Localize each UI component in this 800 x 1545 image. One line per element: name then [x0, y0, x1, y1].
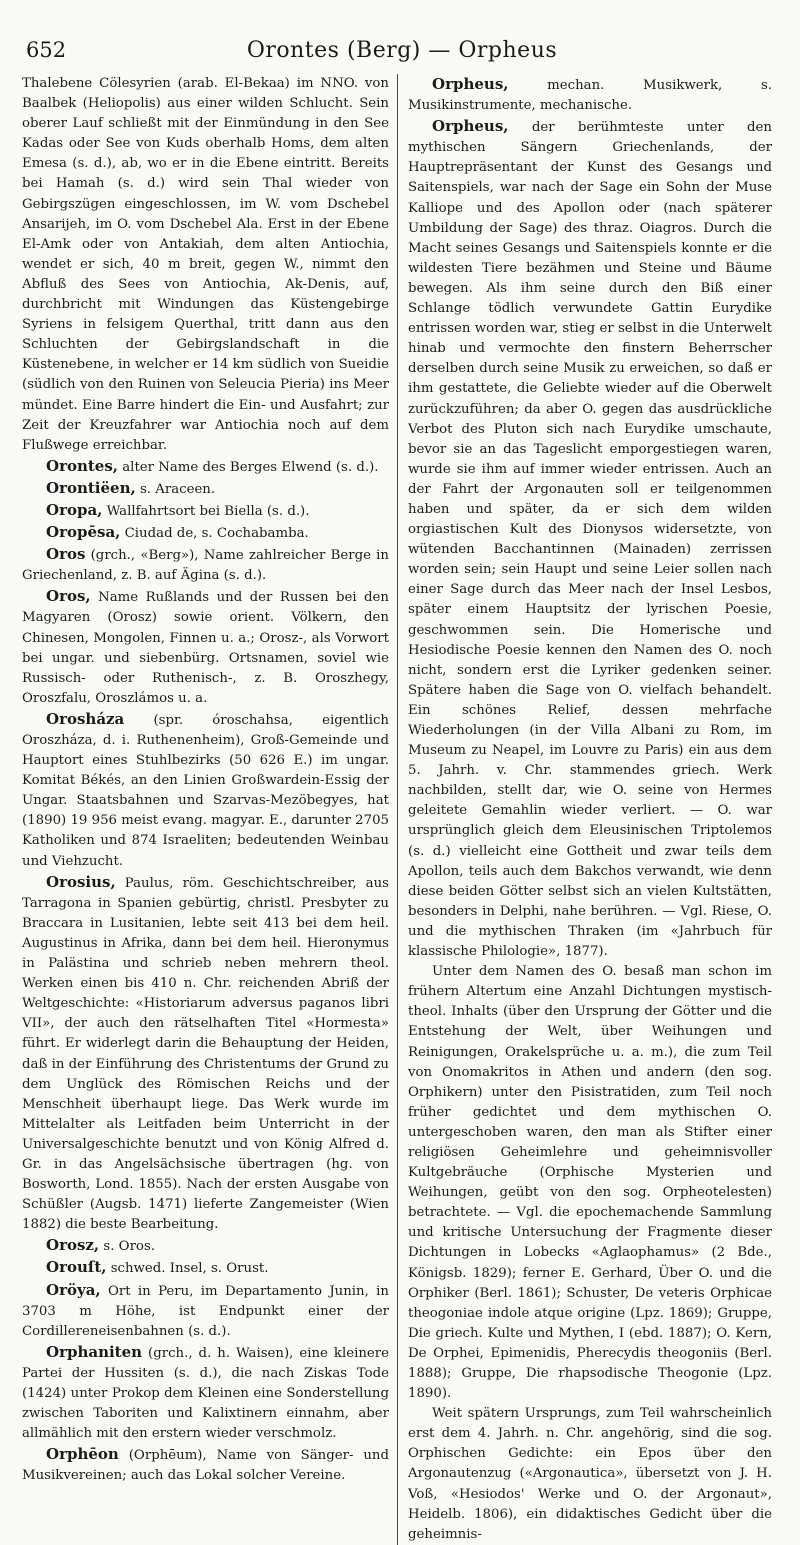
dictionary-entry	[22, 544, 389, 586]
dictionary-entry	[22, 586, 389, 709]
dictionary-entry	[408, 962, 772, 1404]
entry-headword: Oros,	[46, 587, 91, 606]
entry-text: schwed. Insel, s. Orust.	[106, 1261, 269, 1277]
entry-headword: Orphaniten	[46, 1342, 143, 1361]
entry-text: s. Oros.	[99, 1239, 155, 1255]
entry-text: (grch., d. h. Waisen), eine kleinere Partei der Hussiten (s. d.), die nach Ziskas Tode (1424) unter Prokop dem Kleinen eine Sonderstellung zwischen Taboriten und Kalixtinern einnahm, aber allmählich mit den erstern wieder verschmolz.	[22, 1345, 389, 1442]
entry-text: (Orphēum), Name von Sänger- und Musikvereinen; auch das Lokal solcher Vereine.	[22, 1448, 389, 1484]
dictionary-entry	[22, 1235, 389, 1257]
entry-headword: Orpheus,	[432, 117, 509, 136]
entry-headword: Orpheus,	[432, 75, 509, 93]
dictionary-entry	[22, 1342, 389, 1444]
entry-text: alter Name des Berges Elwend (s. d.).	[118, 459, 379, 475]
entry-text: Paulus, röm. Geschichtschreiber, aus Tarragona in Spanien gebürtig, christl. Presbyter zu Braccara in Lusitanien, lebte seit 413 bei dem heil. Augustinus in Afrika, dann bei dem heil. Hieronymus in Palästina und schrieb neben mehrern theol. Werken einen bis 410 n. Chr. reichenden Abriß der Weltgeschichte: «Historiarum adversus paganos libri VII», der auch den rätselhaften Titel «Hormesta» führt. Er widerlegt darin die Behauptung der Heiden, daß in der Einführung des Christentums der Grund zu dem Unglück des Römischen Reichs und der Menschheit überhaupt liege. Das Werk wurde im Mittelalter als Leitfaden beim Unterricht in der Universalgeschichte benutzt und von König Alfred d. Gr. in das Angelsächsische übertragen (hg. von Bosworth, Lond. 1855). Nach der ersten Ausgabe von Schüßler (Augsb. 1471) lieferte Zangemeister (Wien 1882) die beste Bearbeitung.	[22, 875, 389, 1233]
dictionary-entry	[22, 74, 389, 456]
entry-headword: Oros	[46, 545, 86, 564]
dictionary-entry	[22, 500, 389, 522]
dictionary-entry	[22, 478, 389, 500]
dictionary-entry	[22, 709, 389, 872]
entry-headword: Oröya,	[46, 1280, 101, 1299]
entry-text: s. Araceen.	[135, 481, 216, 497]
entry-headword: Orphēon	[46, 1445, 119, 1464]
entry-headword: Oropa,	[46, 500, 103, 519]
dictionary-entry	[22, 1280, 389, 1342]
entry-text: der berühmteste unter den mythischen Sängern Griechenlands, der Hauptrepräsentant der Kunst des Gesangs und Saitenspiels, war nach der Sage ein Sohn der Muse Kalliope und des Apollon oder (nach späterer Umbildung der Sage) des thraz. Oiagros. Durch die Macht seines Gesangs und Saitenspiels konnte er die wildesten Tiere bezähmen und Steine und Bäume bewegen. Als ihm seine durch den Biß einer Schlange tödlich verwundete Gattin Eurydike entrissen worden war, stieg er selbst in die Unterwelt hinab und vermochte den finstern Beherrscher derselben durch seine Musik zu erweichen, so daß er ihm gestattete, die Geliebte wieder auf die Oberwelt zurückzuführen; da aber O. gegen das ausdrückliche Verbot des Pluton sich nach Eurydike umschaute, bevor sie an das Tageslicht emporgestiegen waren, wurde sie ihm auf immer wieder entrissen. Auch an der Fahrt der Argonauten soll er teilgenommen haben und später, da er sich dem wilden orgiastischen Kult des Dionysos widersetzte, von wütenden Bacchantinnen (Mainaden) zerrissen worden sein; sein Haupt und seine Leier sollen nach einer Sage durch das Meer nach der Insel Lesbos, später einem Hauptsitz der lyrischen Poesie, geschwommen sein. Die Homerische und Hesiodische Poesie kennen den Namen des O. noch nicht, sondern erst die Lyriker gedenken seiner. Spätere haben die Sage von O. vielfach behandelt. Ein schönes Relief, dessen mehrfache Wiederholungen (in der Villa Albani zu Rom, im Museum zu Neapel, im Louvre zu Paris) ein aus dem 5. Jahrh. v. Chr. stammendes griech. Werk nachbilden, stellt dar, wie O. seine von Hermes geleitete Gemahlin wieder verliert. — O. war ursprünglich gleich dem Eleusinischen Triptolemos (s. d.) vielleicht eine Gottheit und zwar teils dem Apollon, teils auch dem Bakchos verwandt, wie denn diese beiden Götter selbst sich an vielen Kultstätten, besonders in Delphi, nahe berühren. — Vgl. Riese, O. und die mythischen Thraken (im «Jahrbuch für klassische Philologie», 1877).	[408, 120, 772, 960]
entry-headword: Orontes,	[46, 456, 119, 475]
left-column	[22, 74, 397, 1545]
right-column	[397, 74, 772, 1545]
dictionary-entry	[22, 1257, 389, 1279]
page-number: 652	[26, 38, 67, 62]
entry-headword: Orosz,	[46, 1236, 100, 1255]
entry-text: (grch., «Berg»), Name zahlreicher Berge in Griechenland, z. B. auf Ägina (s. d.).	[22, 548, 389, 584]
running-head: Orontes (Berg) — Orpheus	[246, 38, 558, 63]
entry-text: mechan. Musikwerk, s. Musikinstrumente, mechanische.	[408, 78, 772, 114]
dictionary-entry	[22, 456, 389, 478]
text-columns	[22, 74, 782, 1545]
entry-text: Ciudad de, s. Cochabamba.	[120, 526, 309, 542]
entry-text: Wallfahrtsort bei Biella (s. d.).	[102, 503, 310, 519]
entry-headword: Oropēsa,	[46, 523, 121, 542]
entry-headword: Orosháza	[46, 709, 125, 728]
dictionary-entry	[408, 116, 772, 962]
dictionary-entry	[408, 74, 772, 116]
entry-text: Thalebene Cölesyrien (arab. El-Bekaa) im NNO. von Baalbek (Heliopolis) aus einer wilden Schlucht. Sein oberer Lauf schließt mit der Einmündung in den See Kadas oder See von Kuds oberhalb Homs, dem alten Emesa (s. d.), ab, wo er in die Ebene eintritt. Bereits bei Hamah (s. d.) wird sein Thal wieder von Gebirgszügen eingeschlossen, im W. vom Dschebel Ansarijeh, im O. vom Dschebel Ala. Erst in der Ebene El-Amk oder von Antakiah, dem alten Antiochia, wendet er sich, 40 m breit, gegen W., nimmt den Abfluß des Sees von Antiochia, Ak-Denis, auf, durchbricht mit Windungen das Küstengebirge Syriens in felsigem Querthal, tritt dann aus den Schluchten der Gebirgslandschaft in die Küstenebene, in welcher er 14 km südlich von Sueidie (südlich von den Ruinen von Seleucia Pieria) ins Meer mündet. Eine Barre hindert die Ein- und Ausfahrt; zur Zeit der Kreuzfahrer war Antiochia noch auf dem Flußwege erreichbar.	[22, 76, 389, 453]
entry-headword: Orosius,	[46, 872, 116, 891]
dictionary-entry	[22, 872, 389, 1236]
entry-text: (spr. óroschahsa, eigentlich Oroszháza, d. i. Ruthenenheim), Groß-Gemeinde und Hauptort eines Stuhlbezirks (50 626 E.) im ungar. Komitat Békés, an den Linien Großwardein-Essig der Ungar. Staatsbahnen und Szarvas-Mezöbegyes, hat (1890) 19 956 meist evang. magyar. E., darunter 2705 Katholiken und 874 Israeliten; bedeutenden Weinbau und Viehzucht.	[22, 712, 389, 869]
entry-text: Ort in Peru, im Departamento Junin, in 3703 m Höhe, ist Endpunkt einer der Cordillereneisenbahnen (s. d.).	[22, 1283, 389, 1339]
entry-headword: Orouſt,	[46, 1258, 107, 1277]
dictionary-entry	[408, 1404, 772, 1545]
dictionary-entry	[22, 522, 389, 544]
entry-text: Weit spätern Ursprungs, zum Teil wahrscheinlich erst dem 4. Jahrh. n. Chr. angehörig, sind die sog. Orphischen Gedichte: ein Epos über den Argonautenzug («Argonautica», übersetzt von J. H. Voß, «Hesiodos' Werke und O. der Argonaut», Heidelb. 1806), ein didaktisches Gedicht über die geheimnis-	[408, 1406, 772, 1542]
entry-text: Unter dem Namen des O. besaß man schon im frühern Altertum eine Anzahl Dichtungen mystisch-theol. Inhalts (über den Ursprung der Götter und die Entstehung der Welt, über Weihungen und Reinigungen, Orakelsprüche u. a. m.), die zum Teil von Onomakritos in Athen und andern (den sog. Orphikern) unter den Pisistratiden, zum Teil noch früher gedichtet und dem mythischen O. untergeschoben waren, den man als Stifter einer religiösen Geheimlehre und geheimnisvoller Kultgebräuche (Orphische Mysterien und Weihungen, geübt von den sog. Orpheotelesten) betrachtete. — Vgl. die epochemachende Sammlung und kritische Untersuchung der Fragmente dieser Dichtungen in Lobecks «Aglaophamus» (2 Bde., Königsb. 1829); ferner E. Gerhard, Über O. und die Orphiker (Berl. 1861); Schuster, De veteris Orphicae theogoniae indole atque origine (Lpz. 1869); Gruppe, Die griech. Kulte und Mythen, I (ebd. 1887); O. Kern, De Orphei, Epimenidis, Pherecydis theogoniis (Berl. 1888); Gruppe, Die rhapsodische Theogonie (Lpz. 1890).	[408, 964, 772, 1402]
dictionary-entry	[22, 1444, 389, 1486]
entry-text: Name Rußlands und der Russen bei den Magyaren (Orosz) sowie orient. Völkern, den Chinesen, Mongolen, Finnen u. a.; Orosz-, als Vorwort bei ungar. und siebenbürg. Ortsnamen, soviel wie Russisch- oder Ruthenisch-, z. B. Oroszhegy, Oroszfalu, Oroszlámos u. a.	[22, 590, 389, 706]
entry-headword: Orontiëen,	[46, 478, 136, 497]
page-header	[22, 38, 782, 72]
